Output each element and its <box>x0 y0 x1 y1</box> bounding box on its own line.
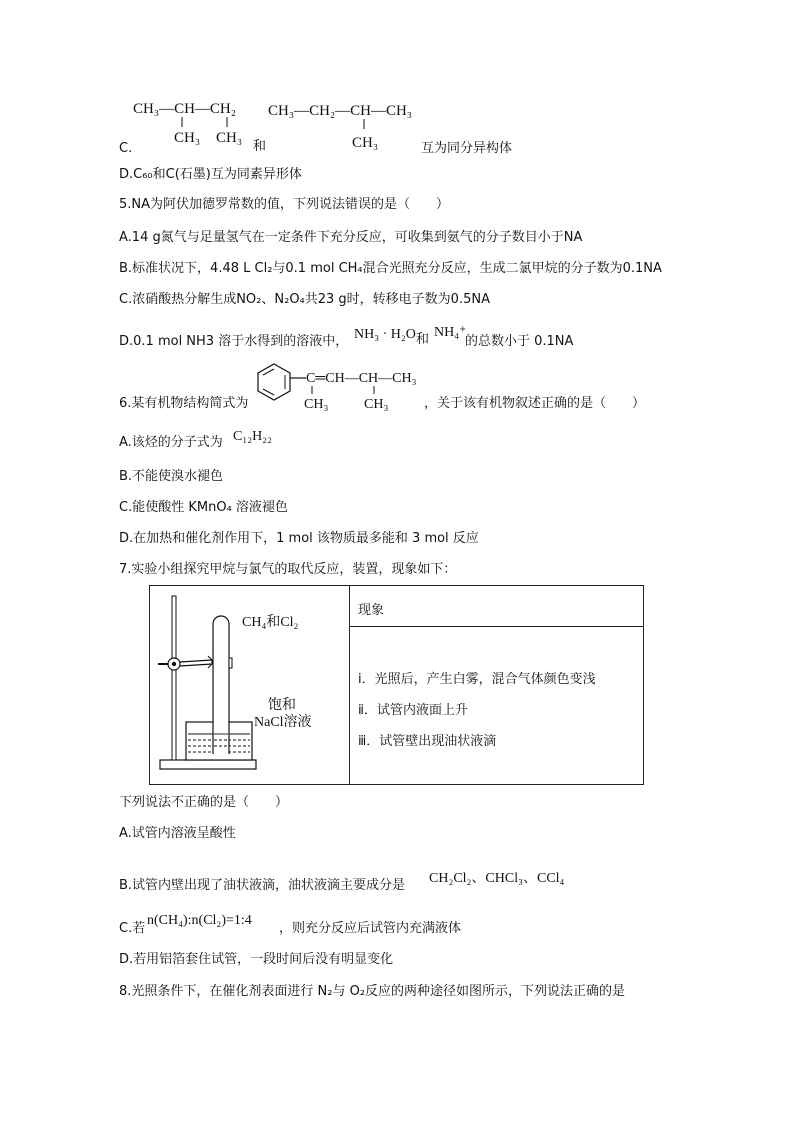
apparatus-diagram <box>150 586 349 784</box>
struct2-main: CH₃—CH₂—CH—CH₃ <box>268 103 413 119</box>
q5-option-b: B.标准状况下，4.48 L Cl₂与0.1 mol CH₄混合光照充分反应，生成二氯甲烷的分子数为0.1NA <box>119 261 662 276</box>
q4-and-word: 和 <box>253 139 267 154</box>
q7-option-c-suffix: ，则充分反应后试管内充满液体 <box>279 921 462 936</box>
q7-stem: 7.实验小组探究甲烷与氯气的取代反应，装置，现象如下： <box>119 562 457 577</box>
q5-and-word: 和 <box>416 332 430 347</box>
q6-stem-suffix: ，关于该有机物叙述正确的是（ ） <box>424 396 646 411</box>
q6-option-b: B.不能使溴水褪色 <box>119 469 224 484</box>
q6-stem-prefix: 6.某有机物结构简式为 <box>119 396 249 411</box>
q5-formula-nh3h2o: NH₃ · H₂O <box>354 327 416 342</box>
q7-option-a: A.试管内溶液呈酸性 <box>119 826 236 841</box>
benzene-ring-icon <box>258 364 290 400</box>
q4-option-d: D.C₆₀和C(石墨)互为同素异形体 <box>119 167 302 182</box>
observation-3: ⅲ．试管壁出现油状液滴 <box>358 734 497 749</box>
q6-formula: C₁₂H₂₂ <box>233 429 272 444</box>
test-tube <box>213 616 229 754</box>
struct1-sub1: CH₃ <box>174 130 201 146</box>
q6-option-c: C.能使酸性 KMnO₄ 溶液褪色 <box>119 500 288 515</box>
q5-option-d-suffix: 的总数小于 0.1NA <box>465 334 574 349</box>
struct1-sub2: CH₃ <box>216 130 243 146</box>
q6-option-d: D.在加热和催化剂作用下，1 mol 该物质最多能和 3 mol 反应 <box>119 531 479 546</box>
solution-label-2: NaCl溶液 <box>254 715 312 730</box>
q6-chain: C═CH—CH—CH₃ <box>306 371 417 386</box>
q8-stem: 8.光照条件下，在催化剂表面进行 N₂与 O₂反应的两种途径如图所示，下列说法正确的是 <box>119 984 626 999</box>
q6-sub1: CH₃ <box>304 397 329 412</box>
struct-formula-2 <box>266 95 426 155</box>
q5-option-d-prefix: D.0.1 mol NH3 溶于水得到的溶液中， <box>119 334 349 349</box>
table-divider-horizontal <box>350 626 644 627</box>
col-header-phenomenon: 现象 <box>358 603 385 618</box>
struct2-sub: CH₃ <box>352 135 379 151</box>
solution-label-1: 饱和 <box>268 698 296 713</box>
q6-sub2: CH₃ <box>364 397 389 412</box>
struct-formula-1 <box>130 95 250 150</box>
stand-base <box>160 760 256 769</box>
q7-option-d: D.若用铝箔套住试管，一段时间后没有明显变化 <box>119 952 394 967</box>
q6-option-a-prefix: A.该烃的分子式为 <box>119 435 223 450</box>
q7-option-c-prefix: C.若 <box>119 921 146 936</box>
q7-formula-c: n(CH₄):n(Cl₂)=1:4 <box>147 913 252 928</box>
stand-pole <box>172 596 176 760</box>
table-divider-vertical <box>349 586 350 784</box>
q5-option-c: C.浓硝酸热分解生成NO₂、N₂O₄共23 g时，转移电子数为0.5NA <box>119 292 490 307</box>
struct1-main: CH₃—CH—CH₂ <box>133 101 236 117</box>
q5-option-a: A.14 g氮气与足量氢气在一定条件下充分反应，可收集到氨气的分子数目小于NA <box>119 230 583 245</box>
observation-2: ⅱ．试管内液面上升 <box>358 703 468 718</box>
gas-label: CH₄和Cl₂ <box>242 615 299 630</box>
q5-stem: 5.NA为阿伏加德罗常数的值，下列说法错误的是（ ） <box>119 197 450 212</box>
q5-formula-nh4: NH₄⁺ <box>434 325 467 340</box>
q7-option-b-prefix: B.试管内壁出现了油状液滴，油状液滴主要成分是 <box>119 878 406 893</box>
q7-formula-b: CH₂Cl₂、CHCl₃、CCl₄ <box>429 871 565 886</box>
q4-c-prefix: C. <box>119 141 133 156</box>
observation-1: ⅰ．光照后，产生白雾，混合气体颜色变浅 <box>358 672 596 687</box>
experiment-table <box>149 585 644 785</box>
q6-structure <box>256 360 431 415</box>
q4-c-suffix: 互为同分异构体 <box>421 141 513 156</box>
q7-question: 下列说法不正确的是（ ） <box>119 795 289 810</box>
